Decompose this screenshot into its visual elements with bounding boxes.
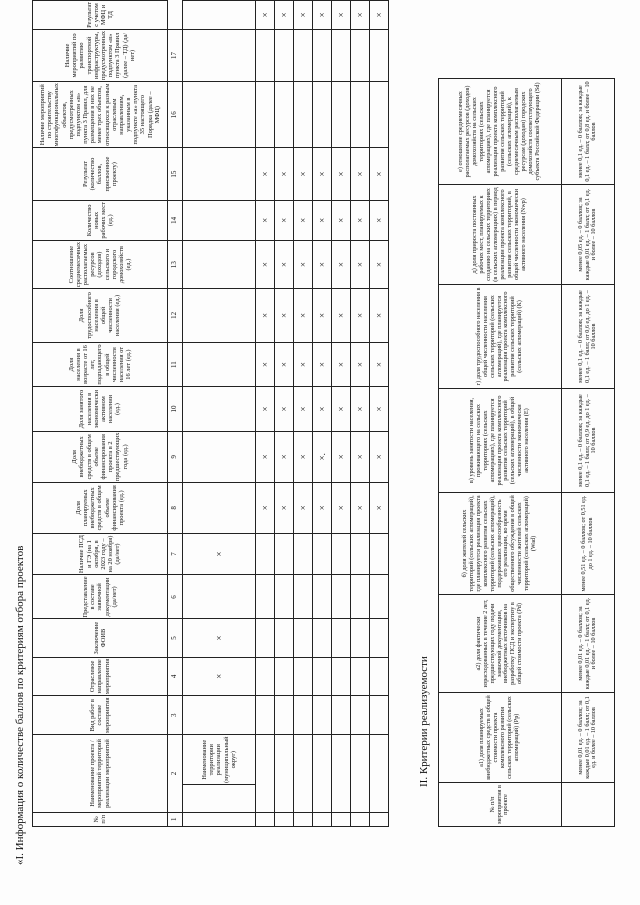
mark-cell bbox=[183, 483, 256, 534]
criteria-table bbox=[438, 78, 615, 827]
mark-cell bbox=[275, 82, 294, 148]
section-heading-scores: «I. Информация о количестве баллов по критериям отбора проектов bbox=[14, 545, 26, 865]
mark-cell: × bbox=[313, 1, 332, 30]
header-cell: Доля внебюджетных средств в общем объеме финансирования проекта в 2 предшествующих года (ед.) bbox=[33, 431, 168, 482]
mark-cell bbox=[275, 696, 294, 735]
mark-cell: × bbox=[332, 200, 351, 240]
criteria-score-cell: менее 0,1 ед. – 0 баллов; за каждые 0,1 ед. – 1 балл; от 0,6 ед. до 1 ед. – 10 баллов bbox=[562, 285, 615, 389]
mark-cell bbox=[183, 575, 256, 619]
mark-cell: × bbox=[294, 342, 313, 387]
mark-cell bbox=[294, 575, 313, 619]
column-number-cell: 9 bbox=[168, 431, 183, 482]
table-row bbox=[332, 1, 351, 827]
mark-cell: × bbox=[313, 148, 332, 200]
column-number-cell: 12 bbox=[168, 289, 183, 342]
mark-cell bbox=[332, 735, 351, 812]
header-cell: Доля занятого населения в экономически активном населении (ед.) bbox=[33, 387, 168, 431]
criteria-header-cell: в) уровень занятости населения, проживающего на сельских территориях (сельских агломерациях), где планируется реализация проекта комплексного развития сельских территорий (сельских агломераций), в общей численности экономически активного населения (Е) bbox=[439, 389, 562, 493]
mark-cell bbox=[294, 735, 313, 812]
mark-cell bbox=[183, 148, 256, 200]
criteria-header-cell: а1) доля планируемых внебюджетных средств в общей стоимости проекта комплексного развития сельских территорий (сельских агломераций) (Рр) bbox=[439, 693, 562, 783]
mark-cell: × bbox=[351, 240, 370, 288]
mark-cell bbox=[183, 240, 256, 288]
criteria-score-cell: менее 0,1 ед. – 0 баллов; за каждые 0,1 ед. – 1 балл; от 0,8 ед. и более – 10 баллов bbox=[562, 79, 615, 185]
criteria-header-cell: д) доля прироста постоянных рабочих мест, планируемых к созданию на сельских территориях (в сельских агломерациях) в период реализации проекта комплексного развития сельских территорий, в общей численности экономически активного населения (Nwp) bbox=[439, 185, 562, 285]
mark-cell bbox=[351, 619, 370, 657]
criteria-score-cell: менее 0,05 ед. – 0 баллов; за каждые 0,01 ед. – 1 балл; от 0,1 ед. и более – 10 баллов bbox=[562, 185, 615, 285]
column-number-cell: 10 bbox=[168, 387, 183, 431]
table-row bbox=[370, 1, 389, 827]
criteria-header-cell: е) отношение среднемесячных располагаемых ресурсов (доходов) домохозяйств на сельских территориях (сельских агломерациях), где планируется реализация проекта комплексного развития сельских территорий (сельских агломераций), к среднемесячным располагаемым ресурсам (доходам) городских домохозяйств соответствующего субъекта Российской Федерации (Sd) bbox=[439, 79, 562, 185]
criteria-header-cell: № п/п мероприятия в проекте bbox=[439, 783, 562, 827]
mark-cell bbox=[370, 657, 389, 695]
mark-cell: × bbox=[370, 1, 389, 30]
mark-cell bbox=[183, 1, 256, 30]
row-number-cell bbox=[332, 812, 351, 826]
header-cell: Отраслевое направление мероприятия bbox=[33, 657, 168, 695]
mark-cell: × bbox=[294, 483, 313, 534]
table-row bbox=[294, 1, 313, 827]
mark-cell bbox=[294, 619, 313, 657]
mark-cell: × bbox=[294, 387, 313, 431]
mark-cell bbox=[313, 696, 332, 735]
mark-cell bbox=[313, 657, 332, 695]
column-number-cell: 6 bbox=[168, 575, 183, 619]
column-number-cell: 15 bbox=[168, 148, 183, 200]
column-number-cell: 16 bbox=[168, 82, 183, 148]
mark-cell bbox=[370, 696, 389, 735]
mark-cell: × bbox=[256, 289, 275, 342]
mark-cell bbox=[256, 575, 275, 619]
header-cell: Наличие мероприятий по развитию транспортной инфраструктуры, предусмотренных подпунктом «в» пункта 3 Правил (далее – ТД) (да/нет) bbox=[33, 29, 168, 81]
mark-cell bbox=[183, 82, 256, 148]
mark-cell bbox=[313, 575, 332, 619]
header-cell: Доля трудоспособного населения в общей численности населения (ед.) bbox=[33, 289, 168, 342]
mark-cell bbox=[332, 533, 351, 575]
mark-cell: × bbox=[370, 431, 389, 482]
column-number-cell: 13 bbox=[168, 240, 183, 288]
mark-cell: × bbox=[351, 342, 370, 387]
mark-cell: × bbox=[332, 240, 351, 288]
table-header-row bbox=[33, 1, 168, 827]
column-number-cell: 5 bbox=[168, 619, 183, 657]
mark-cell: × bbox=[256, 200, 275, 240]
mark-cell: × bbox=[370, 148, 389, 200]
mark-cell bbox=[256, 533, 275, 575]
column-number-cell: 1 bbox=[168, 812, 183, 826]
mark-cell: × bbox=[275, 342, 294, 387]
column-number-cell: 3 bbox=[168, 696, 183, 735]
header-cell: Наименование проекта / мероприятий территорий реализации мероприятий bbox=[33, 735, 168, 812]
mark-cell bbox=[351, 735, 370, 812]
mark-cell: × bbox=[275, 240, 294, 288]
mark-cell bbox=[183, 29, 256, 81]
mark-cell bbox=[351, 29, 370, 81]
mark-cell: × bbox=[275, 483, 294, 534]
mark-cell bbox=[332, 696, 351, 735]
mark-cell: × bbox=[313, 200, 332, 240]
mark-cell bbox=[332, 29, 351, 81]
mark-cell bbox=[256, 735, 275, 812]
mark-cell bbox=[313, 533, 332, 575]
mark-cell: × bbox=[275, 148, 294, 200]
mark-cell bbox=[183, 200, 256, 240]
mark-cell: × bbox=[332, 1, 351, 30]
mark-cell: × bbox=[256, 148, 275, 200]
mark-cell: × bbox=[370, 483, 389, 534]
section-heading-criteria: II. Критерии реализуемости bbox=[418, 656, 430, 787]
column-number-cell: 4 bbox=[168, 657, 183, 695]
mark-cell bbox=[183, 289, 256, 342]
mark-cell bbox=[332, 82, 351, 148]
mark-cell: × bbox=[370, 289, 389, 342]
mark-cell: × bbox=[313, 387, 332, 431]
mark-cell bbox=[351, 82, 370, 148]
mark-cell: × bbox=[313, 483, 332, 534]
mark-cell bbox=[370, 533, 389, 575]
mark-cell bbox=[332, 619, 351, 657]
mark-cell: × bbox=[370, 240, 389, 288]
row-number-cell bbox=[275, 812, 294, 826]
mark-cell bbox=[313, 619, 332, 657]
mark-cell bbox=[370, 575, 389, 619]
mark-cell bbox=[370, 619, 389, 657]
mark-cell bbox=[313, 735, 332, 812]
mark-cell: × bbox=[275, 200, 294, 240]
criteria-score-cell: менее 0,51 ед. – 0 баллов; от 0,51 ед. до 1 ед. – 10 баллов bbox=[562, 493, 615, 595]
mark-cell: × bbox=[313, 342, 332, 387]
territory-label-cell: Наименование территории реализации (муниципальный округ) bbox=[183, 735, 256, 785]
column-number-row bbox=[168, 1, 183, 827]
mark-cell: × bbox=[351, 200, 370, 240]
table-row bbox=[275, 1, 294, 827]
mark-cell: × bbox=[332, 289, 351, 342]
row-number-cell bbox=[256, 812, 275, 826]
mark-cell bbox=[183, 431, 256, 482]
mark-cell: × bbox=[313, 289, 332, 342]
criteria-score-cell: менее 0,1 ед. – 0 баллов; за каждые 0,1 ед. – 1 балл; от 0,9 ед. до 1 ед. – 10 баллов bbox=[562, 389, 615, 493]
header-cell: Соотношение среднемесячных располагаемых ресурсов (доходов) сельского и городского домохозяйств (ед.) bbox=[33, 240, 168, 288]
mark-cell bbox=[351, 575, 370, 619]
mark-cell: × bbox=[370, 342, 389, 387]
mark-cell bbox=[256, 657, 275, 695]
header-cell: Доля населения в возрасте от 16 лет, подпадающего в общей численности населения от 16 лет (ед.) bbox=[33, 342, 168, 387]
column-number-cell: 2 bbox=[168, 735, 183, 812]
header-cell: Доля планируемых внебюджетных средств в общем объеме финансирования проекта (ед.) bbox=[33, 483, 168, 534]
table-row bbox=[313, 1, 332, 827]
criteria-score-row bbox=[562, 79, 615, 827]
column-number-cell: 17 bbox=[168, 29, 183, 81]
header-cell: Результат (количество баллов, присвоенное проекту) bbox=[33, 148, 168, 200]
mark-cell: × bbox=[332, 342, 351, 387]
header-cell: Вид работ в составе мероприятия bbox=[33, 696, 168, 735]
criteria-header-row bbox=[439, 79, 562, 827]
mark-cell bbox=[351, 533, 370, 575]
mark-cell bbox=[275, 533, 294, 575]
header-cell: Количество новых рабочих мест (ед.) bbox=[33, 200, 168, 240]
mark-cell bbox=[313, 29, 332, 81]
mark-cell: × bbox=[183, 533, 256, 575]
mark-cell: × bbox=[294, 200, 313, 240]
column-number-cell: 8 bbox=[168, 483, 183, 534]
row-number-cell bbox=[351, 812, 370, 826]
mark-cell: × bbox=[256, 431, 275, 482]
mark-cell bbox=[370, 29, 389, 81]
mark-cell bbox=[183, 387, 256, 431]
mark-cell bbox=[370, 82, 389, 148]
mark-cell: × bbox=[275, 431, 294, 482]
header-cell: Представление в составе заявочной документации (да/нет) bbox=[33, 575, 168, 619]
mark-cell: × bbox=[256, 240, 275, 288]
mark-cell bbox=[275, 619, 294, 657]
mark-cell bbox=[275, 735, 294, 812]
mark-cell bbox=[256, 29, 275, 81]
mark-cell: × bbox=[294, 289, 313, 342]
mark-cell bbox=[370, 735, 389, 812]
mark-cell: × bbox=[351, 1, 370, 30]
row-number-cell bbox=[370, 812, 389, 826]
mark-cell bbox=[275, 575, 294, 619]
mark-cell bbox=[294, 533, 313, 575]
header-cell: № п/п bbox=[33, 812, 168, 826]
mark-cell: × bbox=[275, 1, 294, 30]
mark-cell: × bbox=[313, 240, 332, 288]
mark-cell: × bbox=[256, 483, 275, 534]
mark-cell bbox=[275, 657, 294, 695]
mark-cell bbox=[294, 29, 313, 81]
criteria-header-cell: б) доля жителей сельских территорий (сельских агломераций), где планируется реализация проекта комплексного развития сельских территорий (сельских агломераций), поддержавших целесообразность его реализации, во время общественного обсуждения в общей численности жителей сельских территорий (сельских агломераций) (Wad) bbox=[439, 493, 562, 595]
mark-cell bbox=[256, 619, 275, 657]
mark-cell bbox=[256, 82, 275, 148]
mark-cell: ×. bbox=[313, 431, 332, 482]
spacer-cell bbox=[183, 785, 256, 813]
mark-cell bbox=[332, 657, 351, 695]
mark-cell: × bbox=[256, 387, 275, 431]
row-number-cell bbox=[313, 812, 332, 826]
mark-cell bbox=[313, 82, 332, 148]
mark-cell: × bbox=[183, 657, 256, 695]
mark-cell: × bbox=[256, 1, 275, 30]
mark-cell bbox=[256, 696, 275, 735]
mark-cell bbox=[275, 29, 294, 81]
mark-cell: × bbox=[275, 387, 294, 431]
mark-cell bbox=[183, 342, 256, 387]
mark-cell: × bbox=[294, 1, 313, 30]
criteria-header-cell: г) доля трудоспособного населения в общей численности населения сельских территорий (сельских агломераций), где планируется реализация проекта комплексного развития сельских территорий (сельских агломераций) (К) bbox=[439, 285, 562, 389]
mark-cell: × bbox=[332, 148, 351, 200]
mark-cell bbox=[183, 696, 256, 735]
mark-cell: × bbox=[351, 431, 370, 482]
mark-cell: × bbox=[370, 387, 389, 431]
mark-cell: × bbox=[332, 431, 351, 482]
mark-cell: × bbox=[351, 148, 370, 200]
mark-cell bbox=[351, 657, 370, 695]
mark-cell: × bbox=[370, 200, 389, 240]
table-row bbox=[183, 1, 256, 827]
mark-cell: × bbox=[351, 289, 370, 342]
mark-cell: × bbox=[275, 289, 294, 342]
mark-cell bbox=[332, 575, 351, 619]
mark-cell bbox=[351, 696, 370, 735]
mark-cell: × bbox=[332, 387, 351, 431]
spacer-cell bbox=[562, 783, 615, 827]
criteria-score-cell: менее 0,01 ед. – 0 баллов; за каждые 0,01 ед. – 1 балл; от 0,1 ед. и более – 10 баллов bbox=[562, 595, 615, 693]
mark-cell: × bbox=[332, 483, 351, 534]
table-row bbox=[351, 1, 370, 827]
header-cell: Заключение ФОИВ bbox=[33, 619, 168, 657]
criteria-score-cell: менее 0,01 ед. – 0 баллов; за каждые 0,01 ед. – 1 балл; от 0,1 ед. и более – 10 баллов bbox=[562, 693, 615, 783]
row-number-cell bbox=[183, 812, 256, 826]
column-number-cell: 14 bbox=[168, 200, 183, 240]
mark-cell: × bbox=[183, 619, 256, 657]
row-number-cell bbox=[294, 812, 313, 826]
mark-cell bbox=[294, 657, 313, 695]
column-number-cell: 7 bbox=[168, 533, 183, 575]
header-cell: Наличие ПСД и ГЭ (на 1 октября, в 2023 году – на 20 ноября) (да/нет) bbox=[33, 533, 168, 575]
scores-table bbox=[32, 0, 389, 827]
column-number-cell: 11 bbox=[168, 342, 183, 387]
mark-cell: × bbox=[294, 148, 313, 200]
criteria-header-cell: а2) доля фактически израсходованных в течение 2 лет, предшествующих году подачи заявочной документации, внебюджетных источников на разработку ПСД и экспертизу в общей стоимости проекта (Рd) bbox=[439, 595, 562, 693]
header-cell: Наличие мероприятий по строительству многофункциональных объектов, предусмотренных подпунктом «в» пункта 3 Правил, для размещения в них не менее трех объектов, относящихся к разным отраслевым направлениям, указанным в подпункте «а» пункта 35 настоящего Порядка (далее – МФЦ) bbox=[33, 82, 168, 148]
header-cell: Результат с учетом МФЦ и ТД bbox=[33, 1, 168, 30]
table-row bbox=[256, 1, 275, 827]
mark-cell bbox=[294, 82, 313, 148]
mark-cell: × bbox=[256, 342, 275, 387]
mark-cell: × bbox=[351, 387, 370, 431]
mark-cell: × bbox=[351, 483, 370, 534]
mark-cell: × bbox=[294, 240, 313, 288]
mark-cell: × bbox=[294, 431, 313, 482]
mark-cell bbox=[294, 696, 313, 735]
